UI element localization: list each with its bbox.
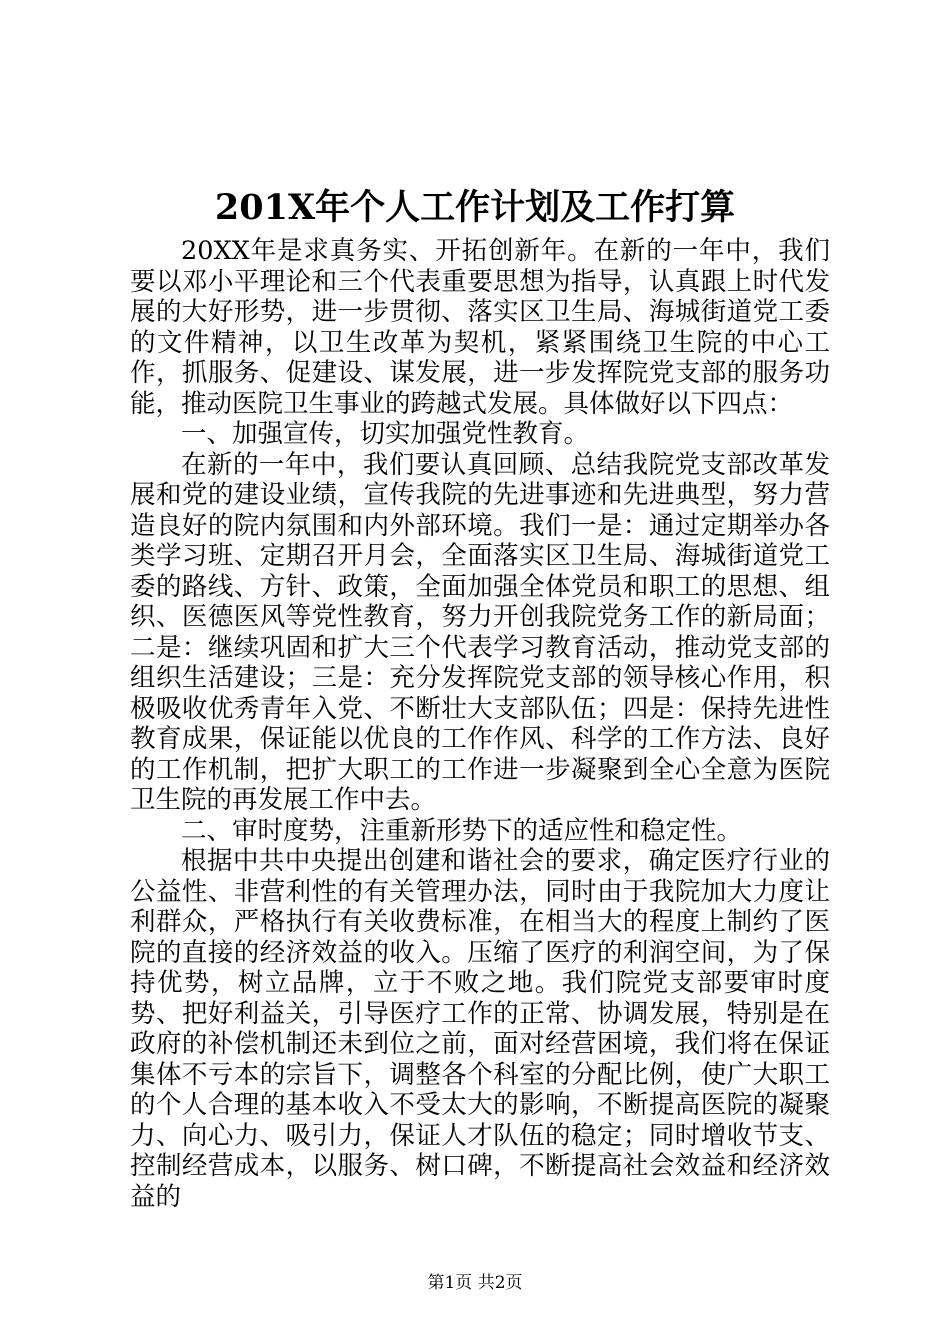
paragraph-section-1: 在新的一年中，我们要认真回顾、总结我院党支部改革发展和党的建设业绩，宣传我院的先进事迹和先进典型，努力营造良好的院内氛围和内外部环境。我们一是：通过定期举办各类学习班、定期召开月会，全面落实区卫生局、海城街道党工委的路线、方针、政策，全面加强全体党员和职工的思想、组织、医德医风等党性教育，努力开创我院党务工作的新局面；二是：继续巩固和扩大三个代表学习教育活动，推动党支部的组织生活建设；三是：充分发挥院党支部的领导核心作用，积极吸收优秀青年入党、不断壮大支部队伍；四是：保持先进性教育成果，保证能以优良的工作作风、科学的工作方法、良好的工作机制，把扩大职工的工作进一步凝聚到全心全意为医院卫生院的再发展工作中去。 — [130, 449, 830, 815]
section-heading-2: 二、审时度势，注重新形势下的适应性和稳定性。 — [181, 815, 743, 846]
section-heading-1: 一、加强宣传，切实加强党性教育。 — [181, 419, 590, 449]
paragraph-section-2: 根据中共中央提出创建和谐社会的要求，确定医疗行业的公益性、非营利性的有关管理办法，同时由于我院加大力度让利群众，严格执行有关收费标准，在相当大的程度上制约了医院的直接的经济效益的收入。压缩了医疗的利润空间，为了保持优势，树立品牌，立于不败之地。我们院党支部要审时度势、把好利益关，引导医疗工作的正常、协调发展，特别是在政府的补偿机制还未到位之前，面对经营困境，我们将在保证集体不亏本的宗旨下，调整各个科室的分配比例，使广大职工的个人合理的基本收入不受太大的影响，不断提高医院的凝聚力、向心力、吸引力，保证人才队伍的稳定；同时增收节支、控制经营成本，以服务、树口碑，不断提高社会效益和经济效益的 — [130, 846, 830, 1212]
page-title: 201X年个人工作计划及工作打算 — [214, 187, 736, 228]
document-body — [130, 236, 830, 1212]
page-footer: 第1页 共2页 — [427, 1273, 523, 1293]
paragraph-intro: 20XX年是求真务实、开拓创新年。在新的一年中，我们要以邓小平理论和三个代表重要思想为指导，认真跟上时代发展的大好形势，进一步贯彻、落实区卫生局、海城街道党工委的文件精神，以卫生改革为契机，紧紧围绕卫生院的中心工作，抓服务、促建设、谋发展，进一步发挥院党支部的服务功能，推动医院卫生事业的跨越式发展。具体做好以下四点： — [130, 236, 830, 419]
